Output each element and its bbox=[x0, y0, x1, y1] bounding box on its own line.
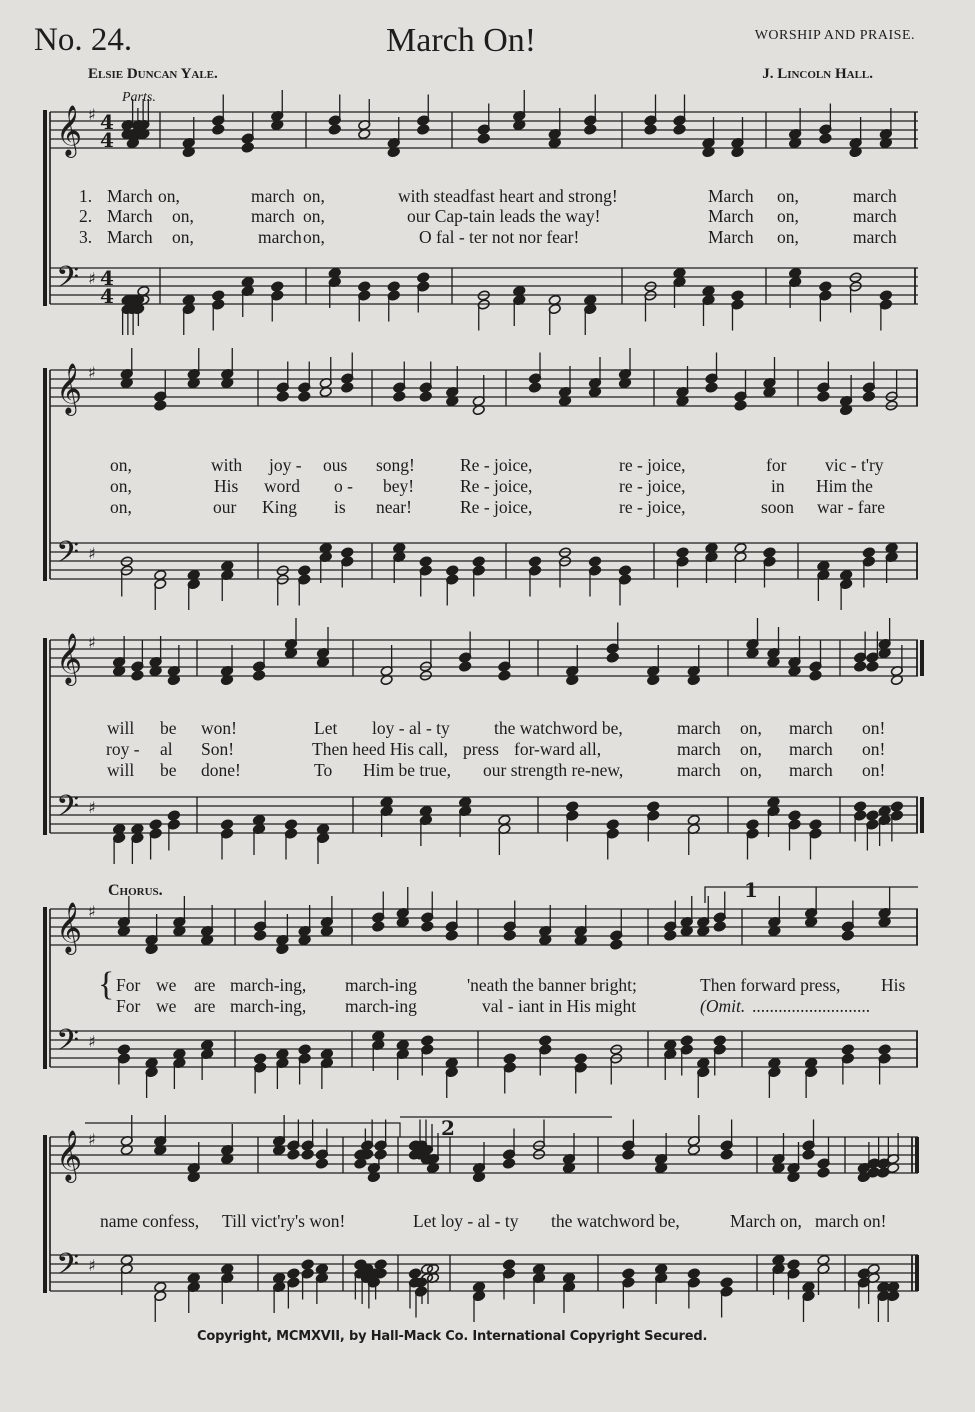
lyrics-chorus-line2 bbox=[0, 996, 975, 1018]
verse-number: 3. bbox=[79, 227, 93, 247]
syllable: song! bbox=[376, 455, 415, 475]
notehead bbox=[445, 930, 458, 941]
notehead bbox=[419, 556, 432, 567]
notehead bbox=[149, 819, 162, 830]
syllable: march bbox=[677, 739, 721, 759]
notehead bbox=[528, 382, 541, 393]
syllable: press bbox=[463, 739, 499, 759]
notehead bbox=[787, 1259, 800, 1270]
notehead bbox=[419, 391, 432, 402]
syllable: march bbox=[258, 227, 302, 247]
syllable: For bbox=[116, 996, 141, 1016]
syllable: on, bbox=[777, 227, 799, 247]
notehead bbox=[154, 400, 167, 411]
syllable: won! bbox=[201, 718, 237, 738]
time-signature-top: 4 bbox=[100, 110, 114, 134]
notehead bbox=[477, 133, 490, 144]
notehead bbox=[566, 801, 579, 812]
lyrics-system1-verse3 bbox=[0, 227, 975, 249]
bass-clef-icon: 𝄢 bbox=[56, 1248, 80, 1289]
second-ending-number: 2 bbox=[441, 1116, 455, 1140]
final-barline bbox=[920, 640, 924, 676]
sharp-icon: ♯ bbox=[88, 798, 96, 817]
notehead bbox=[606, 819, 619, 830]
syllable: March bbox=[708, 206, 754, 226]
syllable: march bbox=[853, 186, 897, 206]
notehead bbox=[298, 1044, 311, 1055]
notehead bbox=[387, 281, 400, 292]
notehead bbox=[854, 661, 867, 672]
syllable: march bbox=[677, 760, 721, 780]
hymn-title: March On! bbox=[386, 22, 537, 59]
syllable: march bbox=[789, 739, 833, 759]
syllable: His bbox=[214, 476, 239, 496]
lyrics-system1-verse2 bbox=[0, 206, 975, 228]
notehead bbox=[284, 819, 297, 830]
syllable: joy - bbox=[269, 455, 302, 475]
notehead bbox=[446, 565, 459, 576]
final-barline bbox=[915, 1137, 919, 1173]
syllable: Then heed His call, bbox=[312, 739, 449, 759]
syllable: on! bbox=[862, 718, 886, 738]
syllable: re - joice, bbox=[619, 497, 686, 517]
syllable: His bbox=[881, 975, 906, 995]
notehead bbox=[408, 1268, 421, 1279]
syllable: will bbox=[107, 760, 135, 780]
time-signature-bottom: 4 bbox=[100, 128, 114, 152]
notehead bbox=[315, 1158, 328, 1169]
syllable: O fal - ter not nor fear! bbox=[419, 227, 580, 247]
sharp-icon: ♯ bbox=[88, 1032, 96, 1051]
notehead bbox=[539, 1035, 552, 1046]
notehead bbox=[358, 281, 371, 292]
notehead bbox=[241, 142, 254, 153]
syllable: march bbox=[251, 206, 295, 226]
notehead bbox=[354, 1158, 367, 1169]
final-barline bbox=[915, 1255, 919, 1291]
notehead bbox=[588, 556, 601, 567]
syllable: on, bbox=[740, 718, 762, 738]
notehead bbox=[802, 1149, 815, 1160]
syllable: val - iant in His might bbox=[482, 996, 637, 1016]
notehead bbox=[705, 382, 718, 393]
syllable: Till vict'ry's won! bbox=[222, 1211, 346, 1231]
notehead bbox=[287, 1268, 300, 1279]
syllable: Re - joice, bbox=[460, 455, 533, 475]
syllable: word bbox=[264, 476, 300, 496]
notehead bbox=[664, 930, 677, 941]
collection-name: WORSHIP AND PRAISE. bbox=[754, 28, 915, 43]
notehead bbox=[644, 124, 657, 135]
notehead bbox=[841, 930, 854, 941]
treble-clef-icon: 𝄞 bbox=[56, 902, 83, 953]
notehead bbox=[502, 1259, 515, 1270]
bass-clef-icon: 𝄢 bbox=[56, 1024, 80, 1065]
notehead bbox=[503, 930, 516, 941]
notehead bbox=[301, 1259, 314, 1270]
bass-clef-icon: 𝄢 bbox=[56, 261, 80, 302]
syllable: our Cap-tain leads the way! bbox=[407, 206, 601, 226]
treble-clef-icon: 𝄞 bbox=[56, 105, 83, 156]
notehead bbox=[731, 290, 744, 301]
sharp-icon: ♯ bbox=[88, 1130, 96, 1149]
syllable: march bbox=[789, 760, 833, 780]
syllable: our bbox=[213, 497, 237, 517]
notehead bbox=[622, 1149, 635, 1160]
notehead bbox=[252, 670, 265, 681]
notehead bbox=[459, 661, 472, 672]
notehead bbox=[817, 391, 830, 402]
syllable: war - fare bbox=[817, 497, 886, 517]
notehead bbox=[680, 1035, 693, 1046]
syllable: we bbox=[156, 975, 177, 995]
bass-clef-icon: 𝄢 bbox=[56, 790, 80, 831]
notehead bbox=[298, 565, 311, 576]
syllable: on, bbox=[303, 227, 325, 247]
syllable: for-ward all, bbox=[514, 739, 602, 759]
treble-clef-icon: 𝄞 bbox=[56, 363, 83, 414]
syllable: march bbox=[789, 718, 833, 738]
notehead bbox=[528, 556, 541, 567]
notehead bbox=[502, 1158, 515, 1169]
syllable: Re - joice, bbox=[460, 497, 533, 517]
syllable: March bbox=[107, 186, 153, 206]
syllable: with steadfast heart and strong! bbox=[398, 186, 618, 206]
syllable: March bbox=[107, 206, 153, 226]
lyric-brace: { bbox=[98, 966, 115, 1003]
notehead bbox=[817, 1167, 830, 1178]
notehead bbox=[809, 670, 822, 681]
syllable: done! bbox=[201, 760, 241, 780]
lyrics-system3-verse2 bbox=[0, 739, 975, 761]
notehead bbox=[878, 1044, 891, 1055]
syllable: on, bbox=[172, 206, 194, 226]
time-signature-bottom: 4 bbox=[100, 284, 114, 308]
notehead bbox=[763, 547, 776, 558]
notehead bbox=[417, 124, 430, 135]
notehead bbox=[610, 939, 623, 950]
notehead bbox=[647, 801, 660, 812]
notehead bbox=[341, 547, 354, 558]
notehead bbox=[720, 1149, 733, 1160]
syllable: on, bbox=[110, 476, 132, 496]
lyrics-chorus-line1 bbox=[0, 975, 975, 997]
notehead bbox=[271, 281, 284, 292]
syllable: on, bbox=[110, 497, 132, 517]
notehead bbox=[809, 819, 822, 830]
syllable: near! bbox=[376, 497, 412, 517]
syllable: for bbox=[766, 455, 787, 475]
syllable: March on, bbox=[730, 1211, 802, 1231]
syllable: march bbox=[251, 186, 295, 206]
sharp-icon: ♯ bbox=[88, 105, 96, 124]
syllable: on, bbox=[777, 186, 799, 206]
syllable: March bbox=[708, 227, 754, 247]
lyrics-system2-verse2 bbox=[0, 476, 975, 498]
notehead bbox=[472, 556, 485, 567]
notehead bbox=[276, 391, 289, 402]
syllable: on, bbox=[303, 206, 325, 226]
notehead bbox=[606, 652, 619, 663]
syllable: on, bbox=[777, 206, 799, 226]
sharp-icon: ♯ bbox=[88, 633, 96, 652]
notehead bbox=[713, 921, 726, 932]
syllable: march-ing, bbox=[230, 996, 307, 1016]
syllable: March bbox=[708, 186, 754, 206]
syllable: loy - al - ty bbox=[372, 718, 450, 738]
syllable: march-ing, bbox=[230, 975, 307, 995]
notehead bbox=[841, 1044, 854, 1055]
notehead bbox=[622, 1268, 635, 1279]
notehead bbox=[746, 819, 759, 830]
first-ending-number: 1 bbox=[744, 878, 758, 902]
sharp-icon: ♯ bbox=[88, 1256, 96, 1275]
first-ending-bracket bbox=[705, 887, 918, 903]
omit-marker: (Omit. bbox=[700, 996, 746, 1016]
notehead bbox=[498, 670, 511, 681]
notehead bbox=[734, 400, 747, 411]
syllable: the watchword be, bbox=[494, 718, 623, 738]
syllable: o - bbox=[334, 476, 353, 496]
notehead bbox=[713, 1035, 726, 1046]
notehead bbox=[374, 1149, 387, 1160]
syllable: Then forward press, bbox=[700, 975, 841, 995]
syllable: on, bbox=[303, 186, 325, 206]
syllable: on, bbox=[740, 760, 762, 780]
syllable: march bbox=[677, 718, 721, 738]
syllable: our strength re-new, bbox=[483, 760, 624, 780]
sharp-icon: ♯ bbox=[88, 363, 96, 382]
lyricist: Elsie Duncan Yale. bbox=[88, 66, 218, 82]
copyright-notice: Copyright, MCMXVII, by Hall-Mack Co. International Copyright Secured. bbox=[197, 1329, 708, 1344]
composer: J. Lincoln Hall. bbox=[762, 66, 873, 82]
syllable: march bbox=[853, 206, 897, 226]
syllable: is bbox=[334, 497, 346, 517]
syllable: bey! bbox=[383, 476, 415, 496]
notehead bbox=[890, 801, 903, 812]
notehead bbox=[584, 124, 597, 135]
notehead bbox=[298, 391, 311, 402]
syllable: March bbox=[107, 227, 153, 247]
notehead bbox=[673, 124, 686, 135]
syllable: on, bbox=[172, 227, 194, 247]
syllable: on, bbox=[110, 455, 132, 475]
syllable: march-ing bbox=[345, 996, 417, 1016]
notehead bbox=[819, 133, 832, 144]
syllable: roy - bbox=[106, 739, 140, 759]
lyrics-system1-verse1 bbox=[0, 186, 975, 208]
notehead bbox=[301, 1149, 314, 1160]
notehead bbox=[421, 921, 434, 932]
syllable: in bbox=[771, 476, 785, 496]
syllable: Re - joice, bbox=[460, 476, 533, 496]
notehead bbox=[862, 547, 875, 558]
notehead bbox=[328, 124, 341, 135]
syllable: Him be true, bbox=[363, 760, 451, 780]
notehead bbox=[574, 1053, 587, 1064]
notehead bbox=[866, 661, 879, 672]
notehead bbox=[676, 547, 689, 558]
notehead bbox=[393, 391, 406, 402]
syllable: soon bbox=[761, 497, 795, 517]
syllable: on, bbox=[158, 186, 180, 206]
lyrics-system3-verse1 bbox=[0, 718, 975, 740]
syllable: are bbox=[194, 975, 216, 995]
sharp-icon: ♯ bbox=[88, 544, 96, 563]
time-signature-top: 4 bbox=[100, 266, 114, 290]
omit-leader-dots: ........................... bbox=[752, 996, 871, 1016]
notehead bbox=[421, 1035, 434, 1046]
parts-marking: Parts. bbox=[122, 90, 156, 105]
notehead bbox=[374, 1259, 387, 1270]
syllable: march on! bbox=[815, 1211, 887, 1231]
notehead bbox=[167, 810, 180, 821]
hymn-number: No. 24. bbox=[34, 22, 133, 58]
lyrics-system2-verse1 bbox=[0, 455, 975, 477]
syllable: re - joice, bbox=[619, 476, 686, 496]
notehead bbox=[854, 801, 867, 812]
syllable: King bbox=[262, 497, 297, 517]
syllable: Let loy - al - ty bbox=[413, 1211, 519, 1231]
syllable: re - joice, bbox=[619, 455, 686, 475]
syllable: be bbox=[160, 718, 177, 738]
lyrics-system3-verse3 bbox=[0, 760, 975, 782]
syllable: To bbox=[314, 760, 333, 780]
lyrics-system2-verse3 bbox=[0, 497, 975, 519]
notehead bbox=[862, 391, 875, 402]
final-barline bbox=[920, 797, 924, 833]
sharp-icon: ♯ bbox=[88, 902, 96, 921]
notehead bbox=[212, 290, 225, 301]
notehead bbox=[117, 1044, 130, 1055]
syllable: the watchword be, bbox=[551, 1211, 680, 1231]
notehead bbox=[372, 921, 385, 932]
syllable: we bbox=[156, 996, 177, 1016]
notehead bbox=[819, 281, 832, 292]
notehead bbox=[788, 810, 801, 821]
syllable: on! bbox=[862, 760, 886, 780]
syllable: be bbox=[160, 760, 177, 780]
bass-clef-icon: 𝄢 bbox=[56, 536, 80, 577]
syllable: are bbox=[194, 996, 216, 1016]
notehead bbox=[287, 1149, 300, 1160]
syllable: For bbox=[116, 975, 141, 995]
notehead bbox=[131, 670, 144, 681]
notehead bbox=[866, 810, 879, 821]
verse-number: 2. bbox=[79, 206, 93, 226]
syllable: will bbox=[107, 718, 135, 738]
syllable: Son! bbox=[201, 739, 235, 759]
syllable: on! bbox=[862, 739, 886, 759]
syllable: with bbox=[211, 455, 243, 475]
notehead bbox=[879, 290, 892, 301]
treble-clef-icon: 𝄞 bbox=[56, 1130, 83, 1181]
notehead bbox=[687, 1268, 700, 1279]
notehead bbox=[417, 272, 430, 283]
syllable: Him the bbox=[816, 476, 873, 496]
notehead bbox=[341, 382, 354, 393]
treble-clef-icon: 𝄞 bbox=[56, 633, 83, 684]
notehead bbox=[254, 930, 267, 941]
syllable: march-ing bbox=[345, 975, 417, 995]
syllable: vic - t'ry bbox=[825, 455, 884, 475]
syllable: march bbox=[853, 227, 897, 247]
syllable: name confess, bbox=[100, 1211, 200, 1231]
lyrics-system5 bbox=[0, 1211, 975, 1233]
notehead bbox=[618, 565, 631, 576]
chorus-label: Chorus. bbox=[108, 882, 163, 899]
syllable: al bbox=[160, 739, 173, 759]
notehead bbox=[720, 1277, 733, 1288]
notehead bbox=[212, 124, 225, 135]
syllable: Let bbox=[314, 718, 338, 738]
notehead bbox=[220, 819, 233, 830]
syllable: ous bbox=[323, 455, 348, 475]
syllable: 'neath the banner bright; bbox=[467, 975, 637, 995]
syllable: on, bbox=[740, 739, 762, 759]
notehead bbox=[254, 1053, 267, 1064]
notehead bbox=[503, 1053, 516, 1064]
verse-number: 1. bbox=[79, 186, 93, 206]
sharp-icon: ♯ bbox=[88, 269, 96, 288]
